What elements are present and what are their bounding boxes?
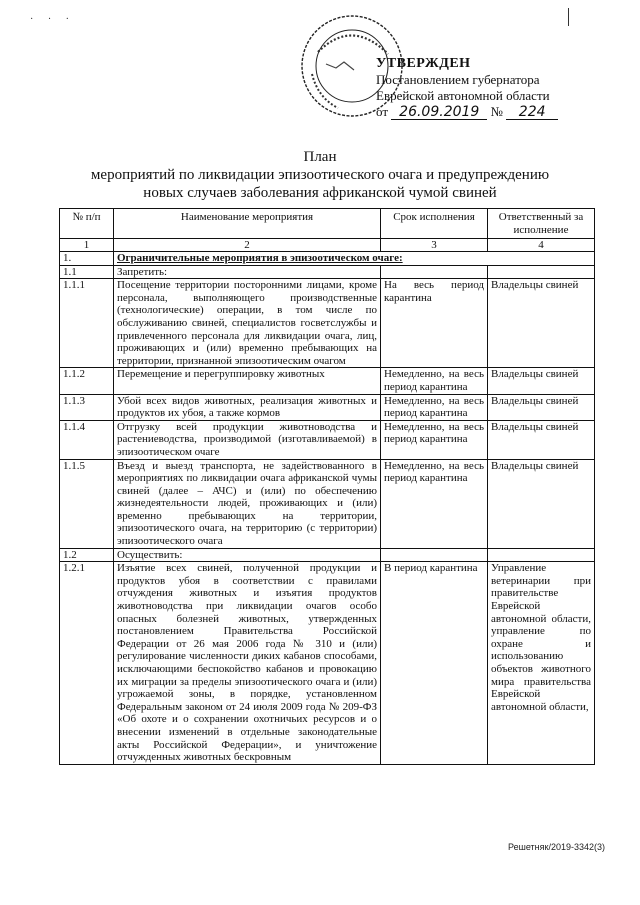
row-term: Немедленно, на весь период карантина <box>381 459 488 548</box>
row-measure: Запретить: <box>114 265 381 279</box>
row-number: 1. <box>60 252 114 266</box>
scan-marks: · · · <box>30 14 75 25</box>
row-number: 1.2.1 <box>60 562 114 765</box>
row-measure: Осуществить: <box>114 548 381 562</box>
row-number: 1.1 <box>60 265 114 279</box>
approval-date-line <box>376 104 616 120</box>
plan-title: План <box>303 149 337 165</box>
table-row <box>60 548 595 562</box>
header-measure: Наименование мероприятия <box>114 209 381 239</box>
row-measure: Въезд и выезд транспорта, не задействованного в мероприятиях по ликвидации очага африканской чумы свиней (далее – АЧС) и (или) по обеспечению жизнедеятельности людей, проживающих и (или) временно пребывающих на территории, эпизоотического очага, на территорию (с территории) эпизоотического очага <box>114 459 381 548</box>
header-number: № п/п <box>60 209 114 239</box>
table-row-section <box>60 252 595 266</box>
header-responsible: Ответственный за исполнение <box>488 209 595 239</box>
scan-mark-line <box>568 8 569 26</box>
row-responsible: Владельцы свиней <box>488 368 595 394</box>
plan-subtitle-line-1: мероприятий по ликвидации эпизоотического очага и предупреждению <box>90 167 550 183</box>
row-term <box>381 548 488 562</box>
row-number: 1.1.1 <box>60 279 114 368</box>
row-measure: Перемещение и перегруппировку животных <box>114 368 381 394</box>
index-cell: 1 <box>60 239 114 252</box>
row-term: Немедленно, на весь период карантина <box>381 368 488 394</box>
row-term: На весь период карантина <box>381 279 488 368</box>
row-responsible: Владельцы свиней <box>488 394 595 420</box>
table-row <box>60 562 595 765</box>
measures-table <box>59 208 595 765</box>
table-header-row <box>60 209 595 239</box>
approval-title: УТВЕРЖДЕН <box>376 56 471 71</box>
document-reference: Решетняк/2019-3342(3) <box>508 842 605 852</box>
row-responsible <box>488 265 595 279</box>
header-term: Срок исполнения <box>381 209 488 239</box>
table-row <box>60 279 595 368</box>
row-number: 1.1.5 <box>60 459 114 548</box>
row-number: 1.1.2 <box>60 368 114 394</box>
row-number: 1.2 <box>60 548 114 562</box>
table-row <box>60 368 595 394</box>
date-label: от <box>376 104 389 119</box>
table-row <box>60 459 595 548</box>
row-responsible: Владельцы свиней <box>488 279 595 368</box>
row-responsible: Владельцы свиней <box>488 459 595 548</box>
row-number: 1.1.3 <box>60 394 114 420</box>
row-number: 1.1.4 <box>60 420 114 459</box>
row-measure: Отгрузку всей продукции животноводства и растениеводства, производимой (изготавливаемой) в эпизоотическом очаге <box>114 420 381 459</box>
row-measure: Убой всех видов животных, реализация животных и продуктов их убоя, а также кормов <box>114 394 381 420</box>
section-title: Ограничительные мероприятия в эпизоотическом очаге: <box>114 252 595 266</box>
row-responsible: Управление ветеринарии при правительстве Еврейской автономной области, управление по охране и использованию объектов животного мира правительства Еврейской автономной области, <box>488 562 595 765</box>
row-term <box>381 265 488 279</box>
approval-number: 224 <box>506 105 558 120</box>
row-measure: Изъятие всех свиней, полученной продукции и продуктов убоя в соответствии с правилами отчуждения животных и изъятия продуктов животноводства при ликвидации очагов особо опасных болезней животных, утвержденных постановлением Правительства Российской Федерации от 26 мая 2006 года № 310 и (или) регулирование численности диких кабанов способами, исключающими беспокойство кабанов и провокацию их миграции за пределы эпизоотического очага и (или) угрожаемой зоны, в порядке, установленном Федеральным законом от 24 июля 2009 года № 209-ФЗ «Об охоте и о сохранении охотничьих ресурсов и о внесении изменений в отдельные законодательные акты Российской Федерации», и уничтожение отчужденных животных бескровным <box>114 562 381 765</box>
index-cell: 2 <box>114 239 381 252</box>
plan-subtitle-line-2: новых случаев заболевания африканской чумой свиней <box>143 185 497 201</box>
plan-heading <box>0 148 640 202</box>
approval-date: 26.09.2019 <box>391 105 487 120</box>
row-responsible <box>488 548 595 562</box>
table-row <box>60 420 595 459</box>
index-cell: 3 <box>381 239 488 252</box>
row-measure: Посещение территории посторонними лицами, кроме персонала, выполняющего производственные (технологические) операции, в том числе по обслуживанию свиней, специалистов госветслужбы и привлеченного персонала для ликвидации очага, лиц, проживающих и (или) временно пребывающих на территории, признанной эпизоотическим очагом <box>114 279 381 368</box>
row-term: Немедленно, на весь период карантина <box>381 394 488 420</box>
table-row <box>60 265 595 279</box>
index-cell: 4 <box>488 239 595 252</box>
row-term: Немедленно, на весь период карантина <box>381 420 488 459</box>
table-index-row <box>60 239 595 252</box>
approval-block <box>376 56 616 120</box>
table-row <box>60 394 595 420</box>
number-label: № <box>490 104 503 119</box>
row-term: В период карантина <box>381 562 488 765</box>
approval-line-1: Постановлением губернатора <box>376 72 540 87</box>
row-responsible: Владельцы свиней <box>488 420 595 459</box>
approval-line-2: Еврейской автономной области <box>376 88 550 103</box>
